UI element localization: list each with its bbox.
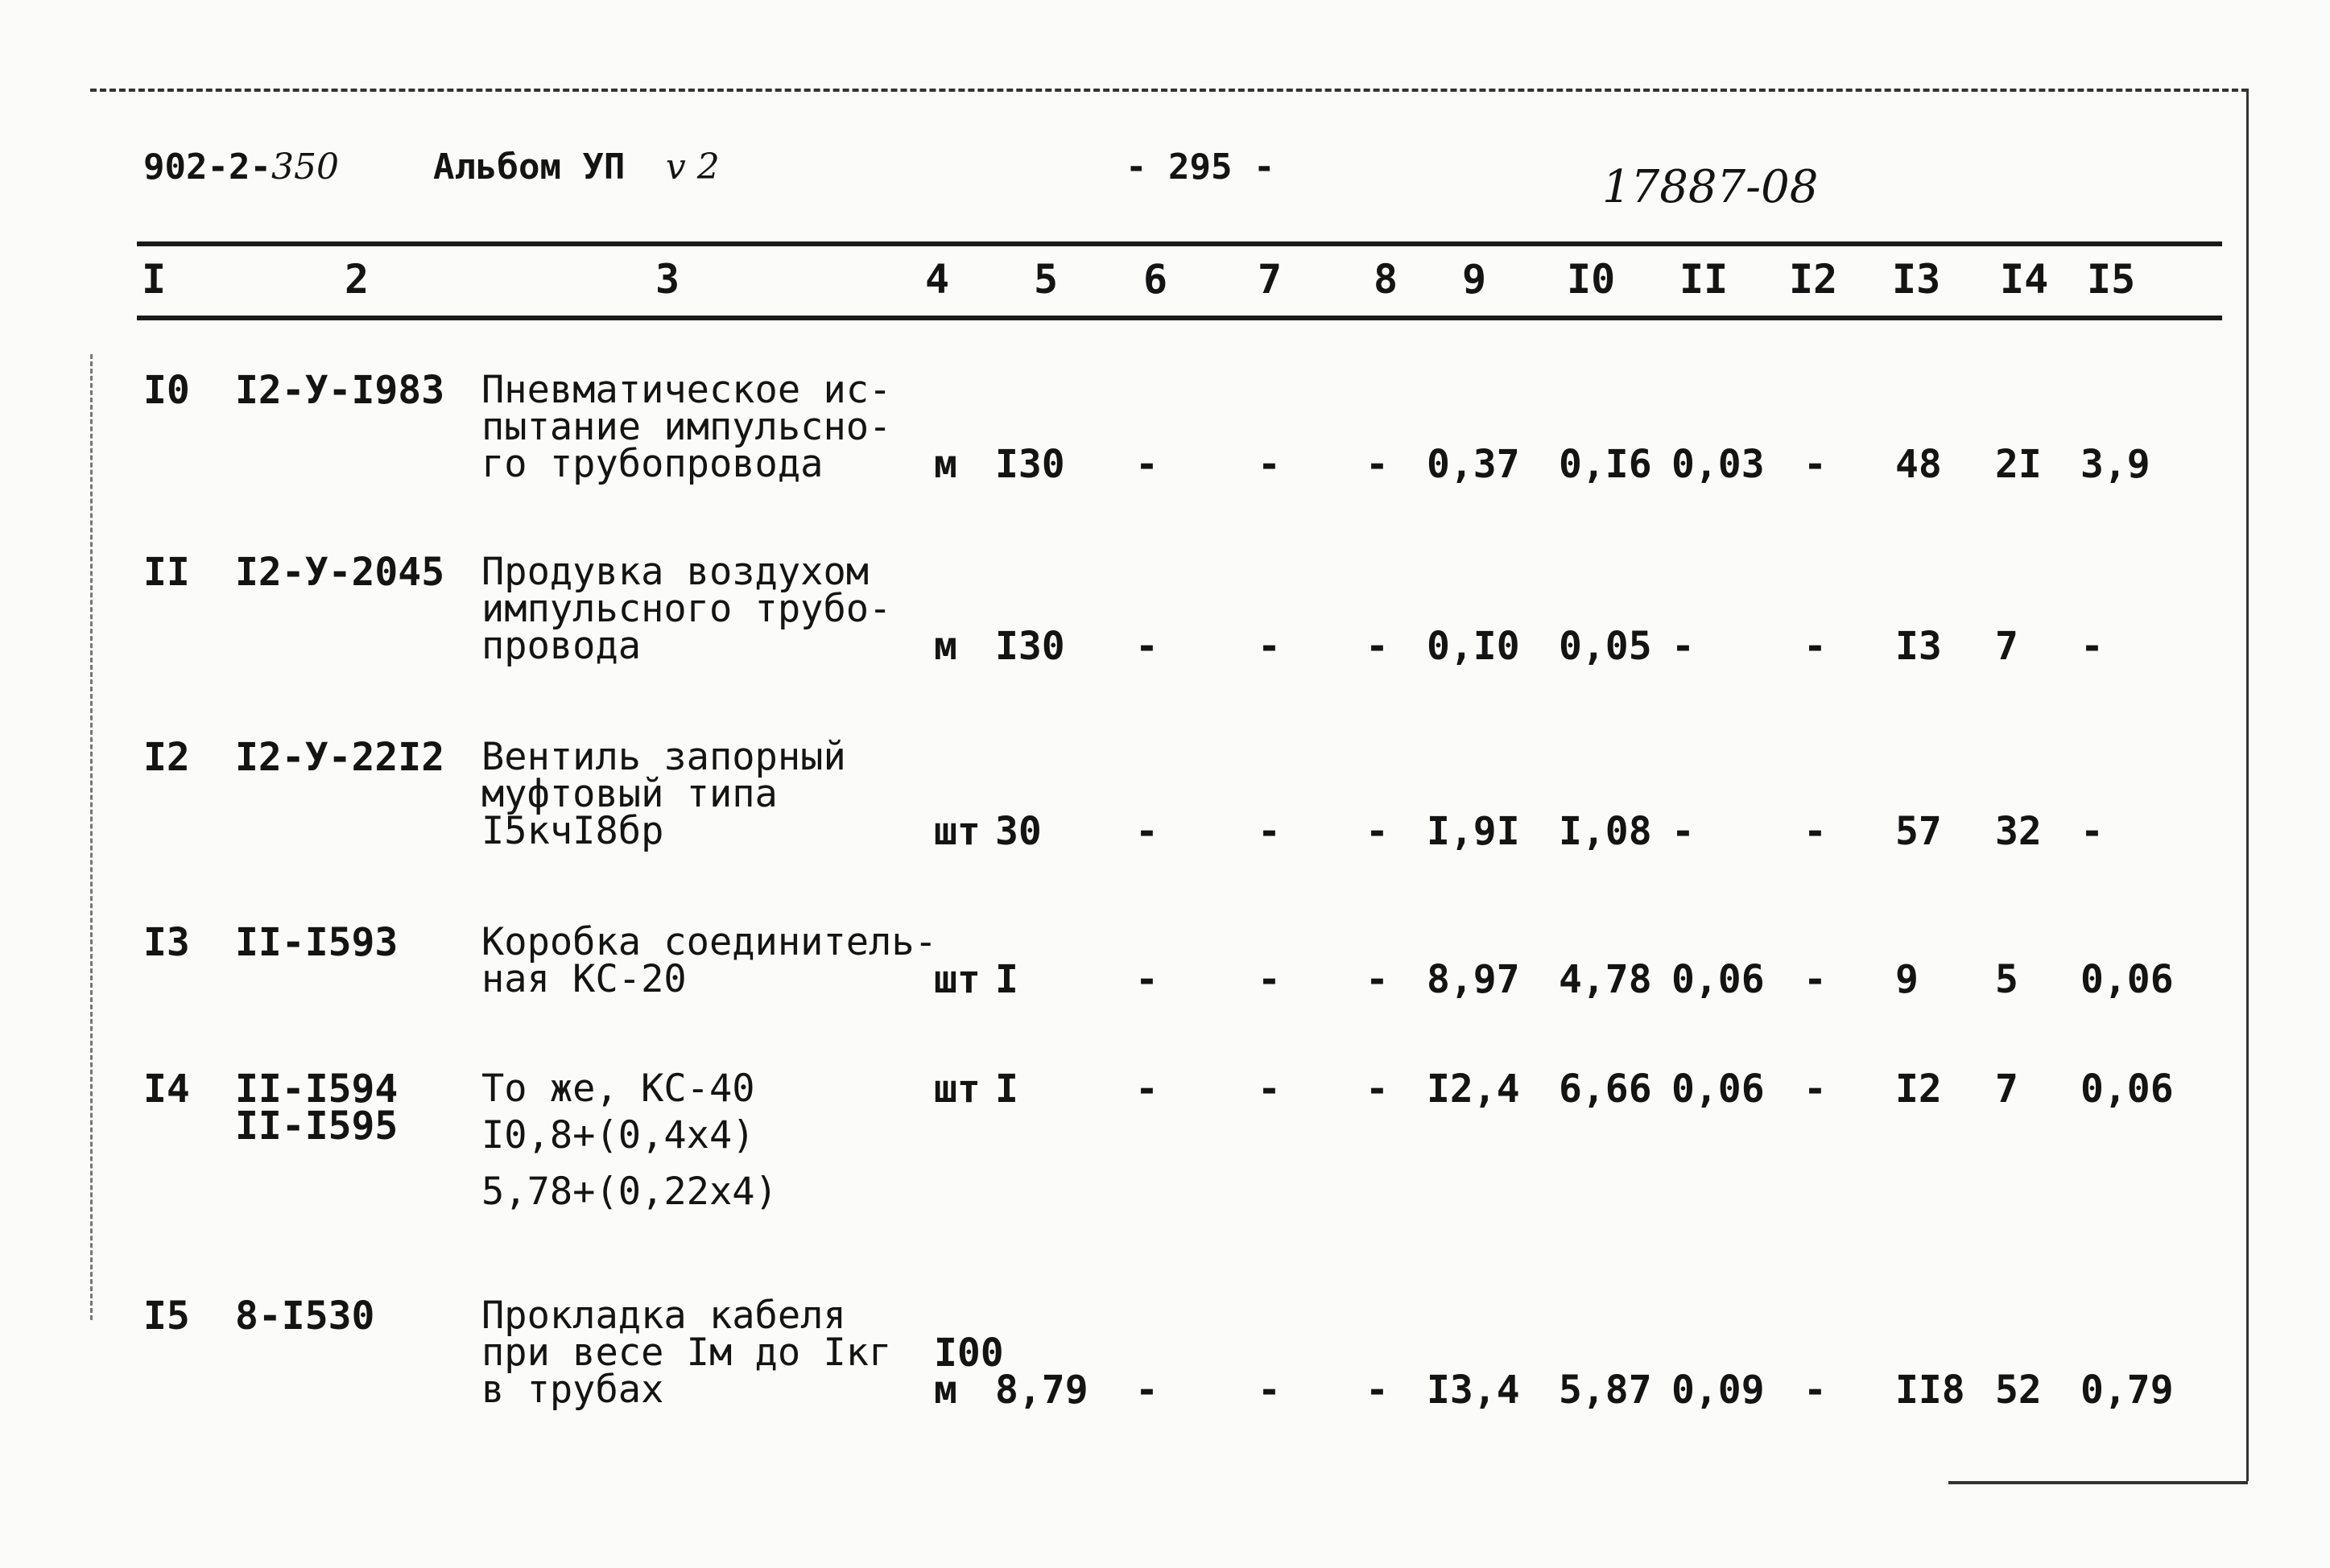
column-number: 9 <box>1462 256 1487 303</box>
value-col-12: - <box>1803 1067 1827 1112</box>
column-number: 8 <box>1374 256 1398 303</box>
value-col-6: - <box>1135 809 1159 854</box>
page-border-right <box>2246 89 2249 1481</box>
value-col-13: I3 <box>1895 624 1942 669</box>
value-col-9: 8,97 <box>1427 957 1520 1002</box>
value-col-10: 0,I6 <box>1559 442 1652 487</box>
value-col-11: 0,06 <box>1671 957 1765 1002</box>
calculation-line: 5,78+(0,22x4) <box>481 1170 778 1214</box>
unit: шт <box>934 809 981 854</box>
column-number: 6 <box>1143 256 1168 303</box>
description-line: го трубопровода <box>481 442 824 486</box>
value-col-11: 0,06 <box>1671 1067 1765 1112</box>
value-col-11: - <box>1671 624 1695 669</box>
norm-code: I2-У-I983 <box>235 368 445 413</box>
value-col-8: - <box>1365 1368 1389 1413</box>
row-number: I3 <box>143 920 190 965</box>
calculation-line: I0,8+(0,4x4) <box>481 1113 755 1157</box>
value-col-15: 0,06 <box>2080 957 2174 1002</box>
value-col-7: - <box>1258 957 1281 1002</box>
description-line: Продувка воздухом <box>481 550 870 594</box>
row-number: I4 <box>143 1067 190 1112</box>
value-col-11: 0,09 <box>1671 1368 1765 1413</box>
row-number: I0 <box>143 368 190 413</box>
unit: шт <box>934 1067 981 1112</box>
norm-code: I2-У-22I2 <box>235 735 445 780</box>
row-number: I5 <box>143 1294 190 1339</box>
value-col-15: 3,9 <box>2080 442 2150 487</box>
description-line: пытание импульсно- <box>481 405 892 449</box>
description-line: I5кчI8бр <box>481 809 664 853</box>
value-col-8: - <box>1365 442 1389 487</box>
value-col-13: 57 <box>1895 809 1942 854</box>
norm-code: II-I594 <box>235 1067 399 1112</box>
description-line: Прокладка кабеля <box>481 1294 846 1338</box>
value-col-6: - <box>1135 1067 1159 1112</box>
value-col-9: I3,4 <box>1427 1368 1520 1413</box>
value-col-11: 0,03 <box>1671 442 1765 487</box>
value-col-13: II8 <box>1895 1368 1965 1413</box>
column-number: 3 <box>655 256 680 303</box>
work-description <box>481 1067 755 1111</box>
norm-code: II-I595 <box>235 1104 399 1149</box>
value-col-7: - <box>1258 1067 1281 1112</box>
value-col-13: 9 <box>1895 957 1919 1002</box>
quantity: I <box>995 1067 1018 1112</box>
description-line: при весе Iм до Iкг <box>481 1331 892 1375</box>
row-number: I2 <box>143 735 190 780</box>
value-col-14: 5 <box>1995 957 2018 1002</box>
value-col-13: 48 <box>1895 442 1942 487</box>
work-description <box>481 920 937 1001</box>
value-col-15: - <box>2080 809 2104 854</box>
column-number: I4 <box>2000 256 2049 303</box>
calculation-notes <box>481 1108 778 1220</box>
value-col-14: 2I <box>1995 442 2042 487</box>
value-col-9: 0,37 <box>1427 442 1520 487</box>
norm-code: I2-У-2045 <box>235 550 445 595</box>
value-col-14: 52 <box>1995 1368 2042 1413</box>
value-col-8: - <box>1365 809 1389 854</box>
description-line: То же, КС-40 <box>481 1067 755 1111</box>
value-col-14: 7 <box>1995 1067 2018 1112</box>
value-col-15: 0,06 <box>2080 1067 2174 1112</box>
work-description <box>481 550 892 668</box>
page-border-bottom <box>1948 1481 2248 1484</box>
doc-code-handwritten: 350 <box>271 146 339 188</box>
value-col-14: 32 <box>1995 809 2042 854</box>
value-col-11: - <box>1671 809 1695 854</box>
value-col-12: - <box>1803 442 1827 487</box>
unit: м <box>934 1368 957 1413</box>
column-number: I3 <box>1892 256 1941 303</box>
value-col-13: I2 <box>1895 1067 1942 1112</box>
quantity: I30 <box>995 442 1065 487</box>
description-line: Пневматическое ис- <box>481 368 892 412</box>
column-number: 2 <box>345 256 370 303</box>
column-number: I2 <box>1789 256 1838 303</box>
column-number: I <box>142 256 167 303</box>
quantity: I <box>995 957 1018 1002</box>
value-col-7: - <box>1258 809 1281 854</box>
value-col-10: 4,78 <box>1559 957 1652 1002</box>
value-col-12: - <box>1803 1368 1827 1413</box>
page-border-top <box>90 89 2248 92</box>
quantity: 8,79 <box>995 1368 1089 1413</box>
quantity: I30 <box>995 624 1065 669</box>
norm-code: 8-I530 <box>235 1294 375 1339</box>
work-description <box>481 735 846 853</box>
column-number: I0 <box>1567 256 1616 303</box>
column-number: II <box>1679 256 1729 303</box>
value-col-8: - <box>1365 957 1389 1002</box>
unit: м <box>934 442 957 487</box>
value-col-12: - <box>1803 957 1827 1002</box>
unit-multiplier: I00 <box>934 1331 1004 1376</box>
value-col-6: - <box>1135 957 1159 1002</box>
column-number: 5 <box>1034 256 1059 303</box>
value-col-10: 5,87 <box>1559 1368 1652 1413</box>
value-col-8: - <box>1365 1067 1389 1112</box>
description-line: импульсного трубо- <box>481 587 892 631</box>
description-line: Вентиль запорный <box>481 735 846 779</box>
page-number: - 295 - <box>1126 146 1275 188</box>
album-text: Альбом УП <box>433 146 626 188</box>
value-col-14: 7 <box>1995 624 2018 669</box>
value-col-10: I,08 <box>1559 809 1652 854</box>
description-line: провода <box>481 624 642 668</box>
unit: шт <box>934 957 981 1002</box>
column-number: I5 <box>2087 256 2136 303</box>
unit: м <box>934 624 957 669</box>
value-col-6: - <box>1135 442 1159 487</box>
value-col-7: - <box>1258 624 1281 669</box>
description-line: Коробка соединитель- <box>481 920 937 964</box>
description-line: ная КС-20 <box>481 957 687 1001</box>
column-number: 7 <box>1258 256 1283 303</box>
value-col-7: - <box>1258 442 1281 487</box>
work-description <box>481 368 892 486</box>
page-border-left <box>90 354 93 1320</box>
value-col-9: 0,I0 <box>1427 624 1520 669</box>
value-col-9: I2,4 <box>1427 1067 1520 1112</box>
value-col-12: - <box>1803 809 1827 854</box>
norm-code: II-I593 <box>235 920 399 965</box>
album-label <box>433 146 720 188</box>
volume-handwritten: v 2 <box>665 146 720 188</box>
doc-code <box>143 146 339 188</box>
doc-code-printed: 902-2- <box>143 146 271 188</box>
value-col-10: 0,05 <box>1559 624 1652 669</box>
value-col-6: - <box>1135 624 1159 669</box>
value-col-8: - <box>1365 624 1389 669</box>
stamp-handwritten: 17887-08 <box>1602 161 1819 213</box>
value-col-10: 6,66 <box>1559 1067 1652 1112</box>
column-number: 4 <box>925 256 950 303</box>
work-description <box>481 1294 892 1412</box>
description-line: в трубах <box>481 1368 664 1412</box>
value-col-7: - <box>1258 1368 1281 1413</box>
quantity: 30 <box>995 809 1042 854</box>
value-col-9: I,9I <box>1427 809 1520 854</box>
header-rule-bottom <box>137 316 2222 320</box>
row-number: II <box>143 550 190 595</box>
value-col-12: - <box>1803 624 1827 669</box>
value-col-15: - <box>2080 624 2104 669</box>
value-col-15: 0,79 <box>2080 1368 2174 1413</box>
header-rule-top <box>137 241 2222 246</box>
value-col-6: - <box>1135 1368 1159 1413</box>
description-line: муфтовый типа <box>481 772 778 816</box>
